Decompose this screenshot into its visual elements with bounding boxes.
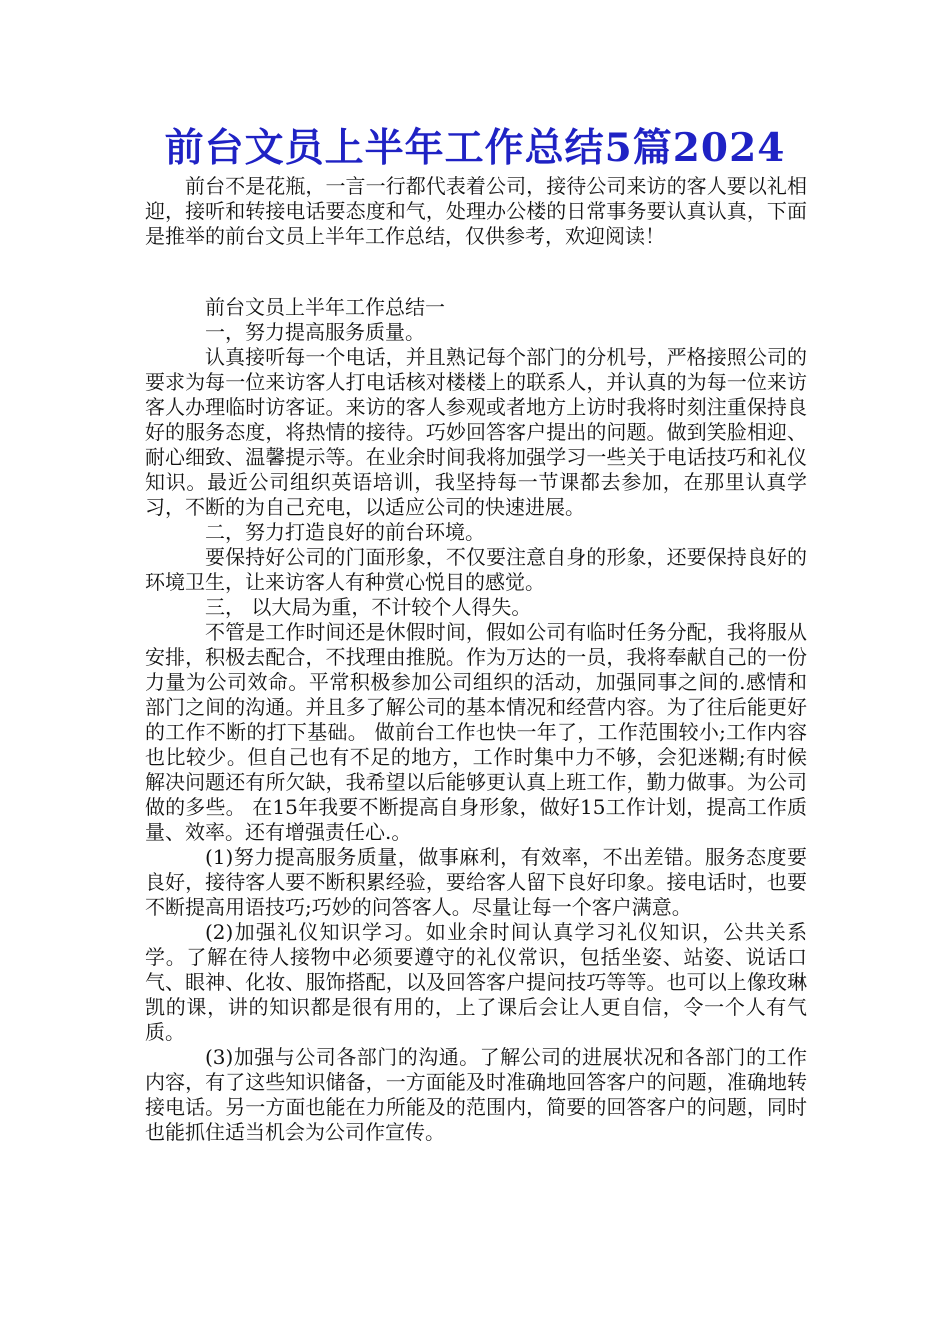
document-body [145,174,807,1145]
list-item-two: (2)加强礼仪知识学习。如业余时间认真学习礼仪知识，公共关系学。了解在待人接物中必须要遵守的礼仪常识，包括坐姿、站姿、说话口气、眼神、化妆、服饰搭配，以及回答客户提问技巧等等。也可以上像玫琳凯的课，讲的知识都是很有用的，上了课后会让人更自信，令一个人有气质。 [145,920,807,1044]
paragraph-gap [145,249,807,295]
paragraph-two: 要保持好公司的门面形象，不仅要注意自身的形象，还要保持良好的环境卫生，让来访客人有种赏心悦目的感觉。 [145,545,807,594]
intro-paragraph: 前台不是花瓶，一言一行都代表着公司，接待公司来访的客人要以礼相迎，接听和转接电话要态度和气，处理办公楼的日常事务要认真认真，下面是推举的前台文员上半年工作总结，仅供参考，欢迎阅读！ [145,174,807,248]
paragraph-three: 不管是工作时间还是休假时间，假如公司有临时任务分配，我将服从安排，积极去配合，不找理由推脱。作为万达的一员，我将奉献自己的一份力量为公司效命。平常积极参加公司组织的活动，加强同事之间的.感情和部门之间的沟通。并且多了解公司的基本情况和经营内容。为了往后能更好的工作不断的打下基础。 做前台工作也快一年了，工作范围较小;工作内容也比较少。但自己也有不足的地方，工作时集中力不够，会犯迷糊;有时候解决问题还有所欠缺，我希望以后能够更认真上班工作，勤力做事。为公司做的多些。 在15年我要不断提高自身形象，做好15工作计划，提高工作质量、效率。还有增强责任心.。 [145,620,807,844]
heading-three: 三， 以大局为重，不计较个人得失。 [205,595,532,619]
heading-two: 二，努力打造良好的前台环境。 [205,520,485,544]
heading-one: 一，努力提高服务质量。 [205,320,425,344]
list-item-three: (3)加强与公司各部门的沟通。了解公司的进展状况和各部门的工作内容，有了这些知识储备，一方面能及时准确地回答客户的问题，准确地转接电话。另一方面也能在力所能及的范围内，简要的回答客户的问题，同时也能抓住适当机会为公司作宣传。 [145,1045,807,1144]
list-item-one: (1)努力提高服务质量，做事麻利，有效率，不出差错。服务态度要良好，接待客人要不断积累经验，要给客人留下良好印象。接电话时，也要不断提高用语技巧;巧妙的问答客人。尽量让每一个客户满意。 [145,845,807,919]
section-title: 前台文员上半年工作总结一 [205,295,445,319]
paragraph-one: 认真接听每一个电话，并且熟记每个部门的分机号，严格接照公司的要求为每一位来访客人打电话核对楼楼上的联系人，并认真的为每一位来访客人办理临时访客证。来访的客人参观或者地方上访时我将时刻注重保持良好的服务态度，将热情的接待。巧妙回答客户提出的问题。做到笑脸相迎、耐心细致、温馨提示等。在业余时间我将加强学习一些关于电话技巧和礼仪知识。最近公司组织英语培训，我坚持每一节课都去参加，在那里认真学习，不断的为自己充电，以适应公司的快速进展。 [145,345,807,519]
document-title: 前台文员上半年工作总结5篇2024 [164,125,786,171]
